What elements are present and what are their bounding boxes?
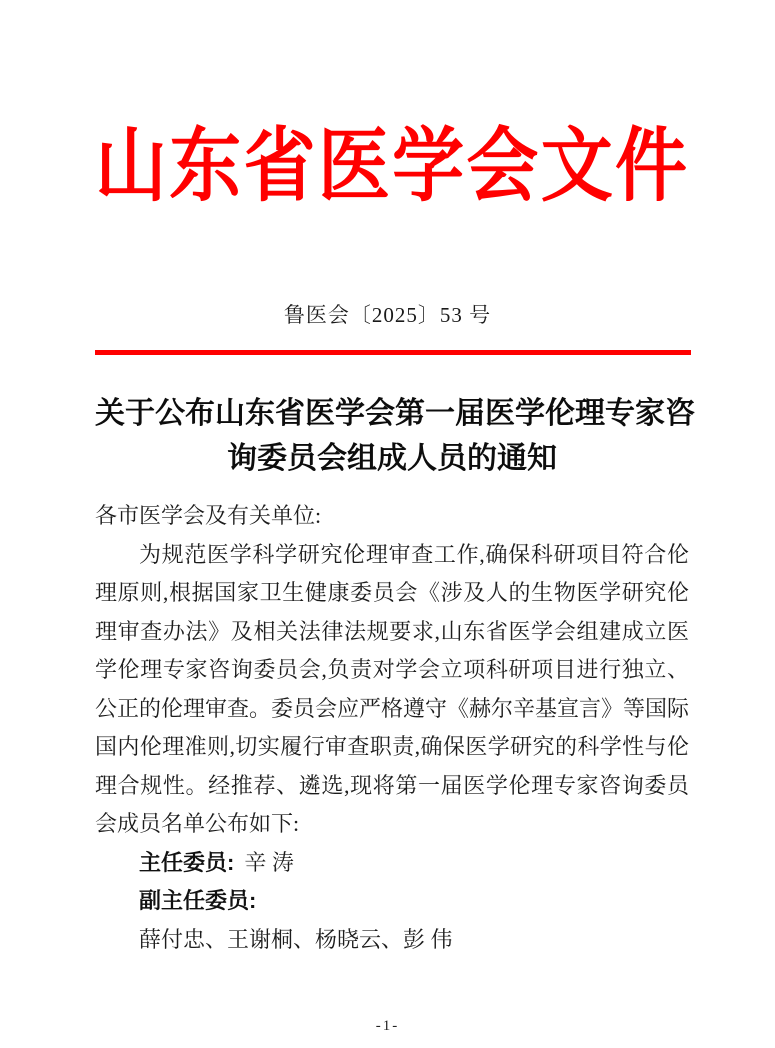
org-title-char: 医 (317, 122, 390, 212)
org-title-char: 件 (614, 122, 687, 212)
org-title-char: 文 (540, 122, 613, 212)
org-title-char: 会 (466, 122, 539, 212)
chair-name: 辛 涛 (244, 849, 294, 875)
notice-body (95, 497, 689, 959)
letterhead-org-title (95, 122, 687, 212)
red-divider-line (95, 350, 691, 355)
notice-title (95, 391, 695, 481)
notice-title-line-1: 关于公布山东省医学会第一届医学伦理专家咨 (95, 397, 695, 430)
vice-chair-label-line (95, 882, 689, 921)
vice-chair-label: 副主任委员: (139, 888, 257, 913)
chair-label: 主任委员: (139, 849, 235, 875)
org-title-char: 省 (243, 122, 316, 212)
notice-paragraph: 为规范医学科学研究伦理审查工作,确保科研项目符合伦理原则,根据国家卫生健康委员会《涉及人的生物医学研究伦理审查办法》及相关法律法规要求,山东省医学会组建成立医学伦理专家咨询委员会,负责对学会立项科研项目进行独立、公正的伦理审查。委员会应严格遵守《赫尔辛基宣言》等国际国内伦理准则,切实履行审查职责,确保医学研究的科学性与伦理合规性。经推荐、遴选,现将第一届医学伦理专家咨询委员会成员名单公布如下: (95, 541, 690, 836)
vice-chair-names-line (95, 921, 689, 960)
page-number: -1- (375, 1018, 400, 1034)
org-title-char: 山 (95, 122, 168, 212)
document-number: 鲁医会〔2025〕53 号 (283, 303, 492, 327)
org-title-char: 学 (392, 122, 465, 212)
vice-chair-names: 薛付忠、王谢桐、杨晓云、彭 伟 (139, 926, 453, 952)
notice-title-line-2: 询委员会组成人员的通知 (227, 442, 557, 475)
org-title-char: 东 (169, 122, 242, 212)
salutation: 各市医学会及有关单位: (95, 503, 322, 528)
chair-member-line (95, 844, 689, 883)
